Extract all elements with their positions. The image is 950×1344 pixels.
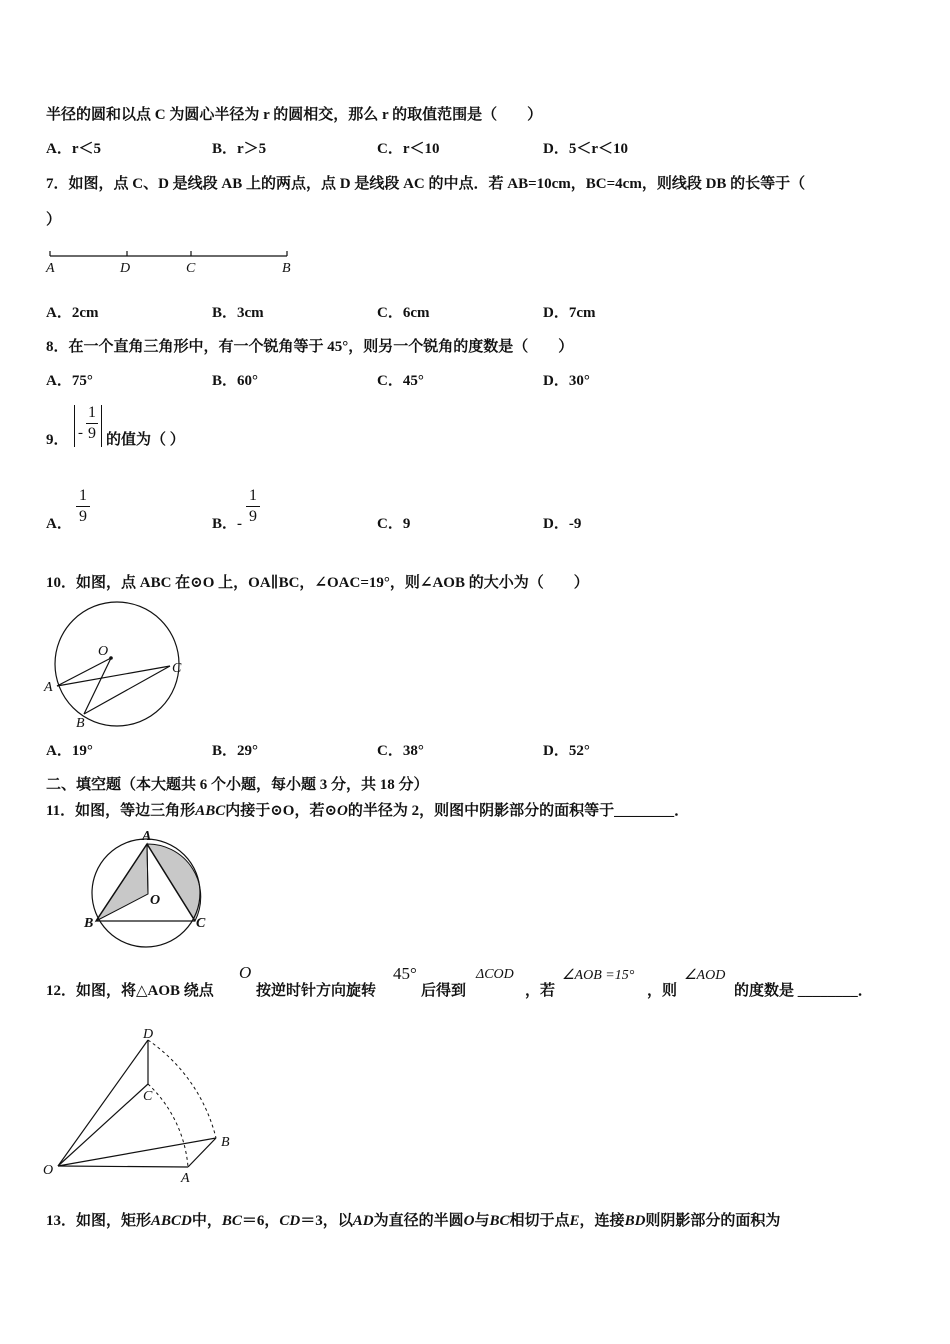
q13-text-8: ，连接 (579, 1213, 625, 1229)
q12-point-o: O (239, 963, 252, 982)
q9-option-a-denominator: 9 (79, 508, 87, 525)
q9-abs-fraction (86, 404, 98, 443)
q13-text-2: 中， (191, 1213, 222, 1229)
q9-option-a-numerator: 1 (79, 487, 87, 504)
q9-number: 9． (46, 432, 69, 448)
q9-stem: 的值为（ ） (106, 432, 185, 448)
q11-label-b: B (84, 916, 94, 931)
q6-option-b: B．r＞5 (212, 141, 267, 157)
q11-abc: ABC (195, 803, 226, 819)
q13-bd: BD (624, 1213, 646, 1229)
q8-stem: 8．在一个直角三角形中，有一个锐角等于 45°，则另一个锐角的度数是（ ） (46, 339, 574, 355)
q12-angle-aod: ∠AOD (684, 968, 726, 983)
q12-angle-aob: ∠AOB =15° (562, 968, 635, 983)
q7-label-a: A (46, 261, 55, 276)
q8-option-a: A．75° (46, 373, 93, 389)
q10-label-c: C (172, 661, 182, 676)
q13-text-5: 为直径的半圆 (373, 1213, 464, 1229)
q6-option-c: C．r＜10 (377, 141, 440, 157)
section-heading: 二、填空题（本大题共 6 个小题，每小题 3 分，共 18 分） (46, 777, 429, 793)
q12-rotation-figure (40, 1026, 245, 1186)
q12-label-b: B (221, 1135, 230, 1150)
q13-text-9: 则阴影部分的面积为 (645, 1213, 781, 1229)
q13-abcd: ABCD (151, 1213, 192, 1229)
q9-abs-sign: - (78, 425, 83, 441)
q13-cd: CD (279, 1213, 301, 1229)
q9-option-a-label: A． (46, 516, 72, 532)
q12-text-2: 按逆时针方向旋转 (256, 983, 377, 999)
q11-label-o: O (150, 893, 161, 908)
q9-abs-right-bar (101, 405, 102, 447)
q10-option-d: D．52° (543, 743, 590, 759)
q13-text-4: ＝3，以 (300, 1213, 353, 1229)
q7-label-d: D (120, 261, 131, 276)
q10-circle-figure (44, 600, 189, 730)
q7-stem: 7．如图，点 C、D 是线段 AB 上的两点，点 D 是线段 AC 的中点．若 AB=10cm，BC=4cm，则线段 DB 的长等于（ (46, 176, 806, 192)
q7-option-a: A．2cm (46, 305, 99, 321)
q8-option-c: C．45° (377, 373, 424, 389)
q6-option-d: D．5＜r＜10 (543, 141, 628, 157)
q11-label-c: C (196, 916, 206, 931)
q7-option-c: C．6cm (377, 305, 430, 321)
q10-option-a: A．19° (46, 743, 93, 759)
q8-option-b: B．60° (212, 373, 259, 389)
q13-o: O (463, 1213, 475, 1229)
q13-text-1: 13．如图，矩形 (46, 1213, 152, 1229)
q9-abs-left-bar (74, 405, 75, 447)
q9-option-d: D．-9 (543, 516, 582, 532)
q9-abs-denominator: 9 (88, 425, 96, 442)
q10-option-b: B．29° (212, 743, 259, 759)
q8-option-d: D．30° (543, 373, 590, 389)
q7-option-d: D．7cm (543, 305, 596, 321)
q7-stem-close: ） (46, 212, 62, 228)
q11-inscribed-triangle-figure (82, 826, 212, 936)
q12-text-4: ，若 (525, 983, 556, 999)
q13-ad: AD (352, 1213, 374, 1229)
q11-text-1: 11．如图，等边三角形 (46, 803, 196, 819)
q12-text-1: 12．如图，将△AOB 绕点 (46, 983, 214, 999)
q13-text-7: 相切于点 (509, 1213, 570, 1229)
q7-label-c: C (186, 261, 196, 276)
q6-option-a: A．r＜5 (46, 141, 101, 157)
q13-bc-2: BC (489, 1213, 510, 1229)
q6-stem: 半径的圆和以点 C 为圆心半径为 r 的圆相交，那么 r 的取值范围是（ ） (46, 107, 543, 123)
q9-option-a-fraction (76, 487, 90, 526)
q11-text-3: 的半径为 2，则图中阴影部分的面积等于________． (347, 803, 690, 819)
q10-option-c: C．38° (377, 743, 424, 759)
q13-bc: BC (221, 1213, 242, 1229)
q12-label-c: C (143, 1089, 153, 1104)
q13-e: E (569, 1213, 580, 1229)
q9-option-b-label: B．- (212, 516, 243, 532)
q13-text-6: 与 (474, 1213, 490, 1229)
q11-o: O (337, 803, 348, 819)
q12-triangle-cod: ΔCOD (476, 967, 514, 982)
q11-stem (46, 799, 689, 820)
q9-option-b-fraction (246, 487, 260, 526)
q9-abs-numerator: 1 (88, 404, 96, 421)
q12-label-a: A (181, 1171, 190, 1186)
q10-stem: 10．如图，点 ABC 在⊙O 上，OA∥BC，∠OAC=19°，则∠AOB 的大小为（ ） (46, 575, 589, 591)
q13-stem (46, 1209, 780, 1230)
q9-option-b-numerator: 1 (249, 487, 257, 504)
q12-angle-45: 45° (393, 964, 417, 983)
q7-label-b: B (282, 261, 291, 276)
q12-label-o: O (43, 1163, 54, 1178)
q12-text-3: 后得到 (421, 983, 467, 999)
q10-label-a: A (44, 680, 53, 695)
q12-text-5: ，则 (647, 983, 678, 999)
q7-segment-figure (44, 244, 299, 280)
q11-label-a: A (142, 829, 152, 844)
q9-option-c: C．9 (377, 516, 411, 532)
q10-label-b: B (76, 716, 85, 731)
q10-label-o: O (98, 644, 109, 659)
q12-text-6: 的度数是 ________． (734, 983, 873, 999)
q9-option-b-denominator: 9 (249, 508, 257, 525)
q11-text-2: 内接于⊙O，若⊙ (225, 803, 338, 819)
q7-option-b: B．3cm (212, 305, 264, 321)
q13-text-3: ＝6， (241, 1213, 280, 1229)
q12-label-d: D (143, 1027, 154, 1042)
